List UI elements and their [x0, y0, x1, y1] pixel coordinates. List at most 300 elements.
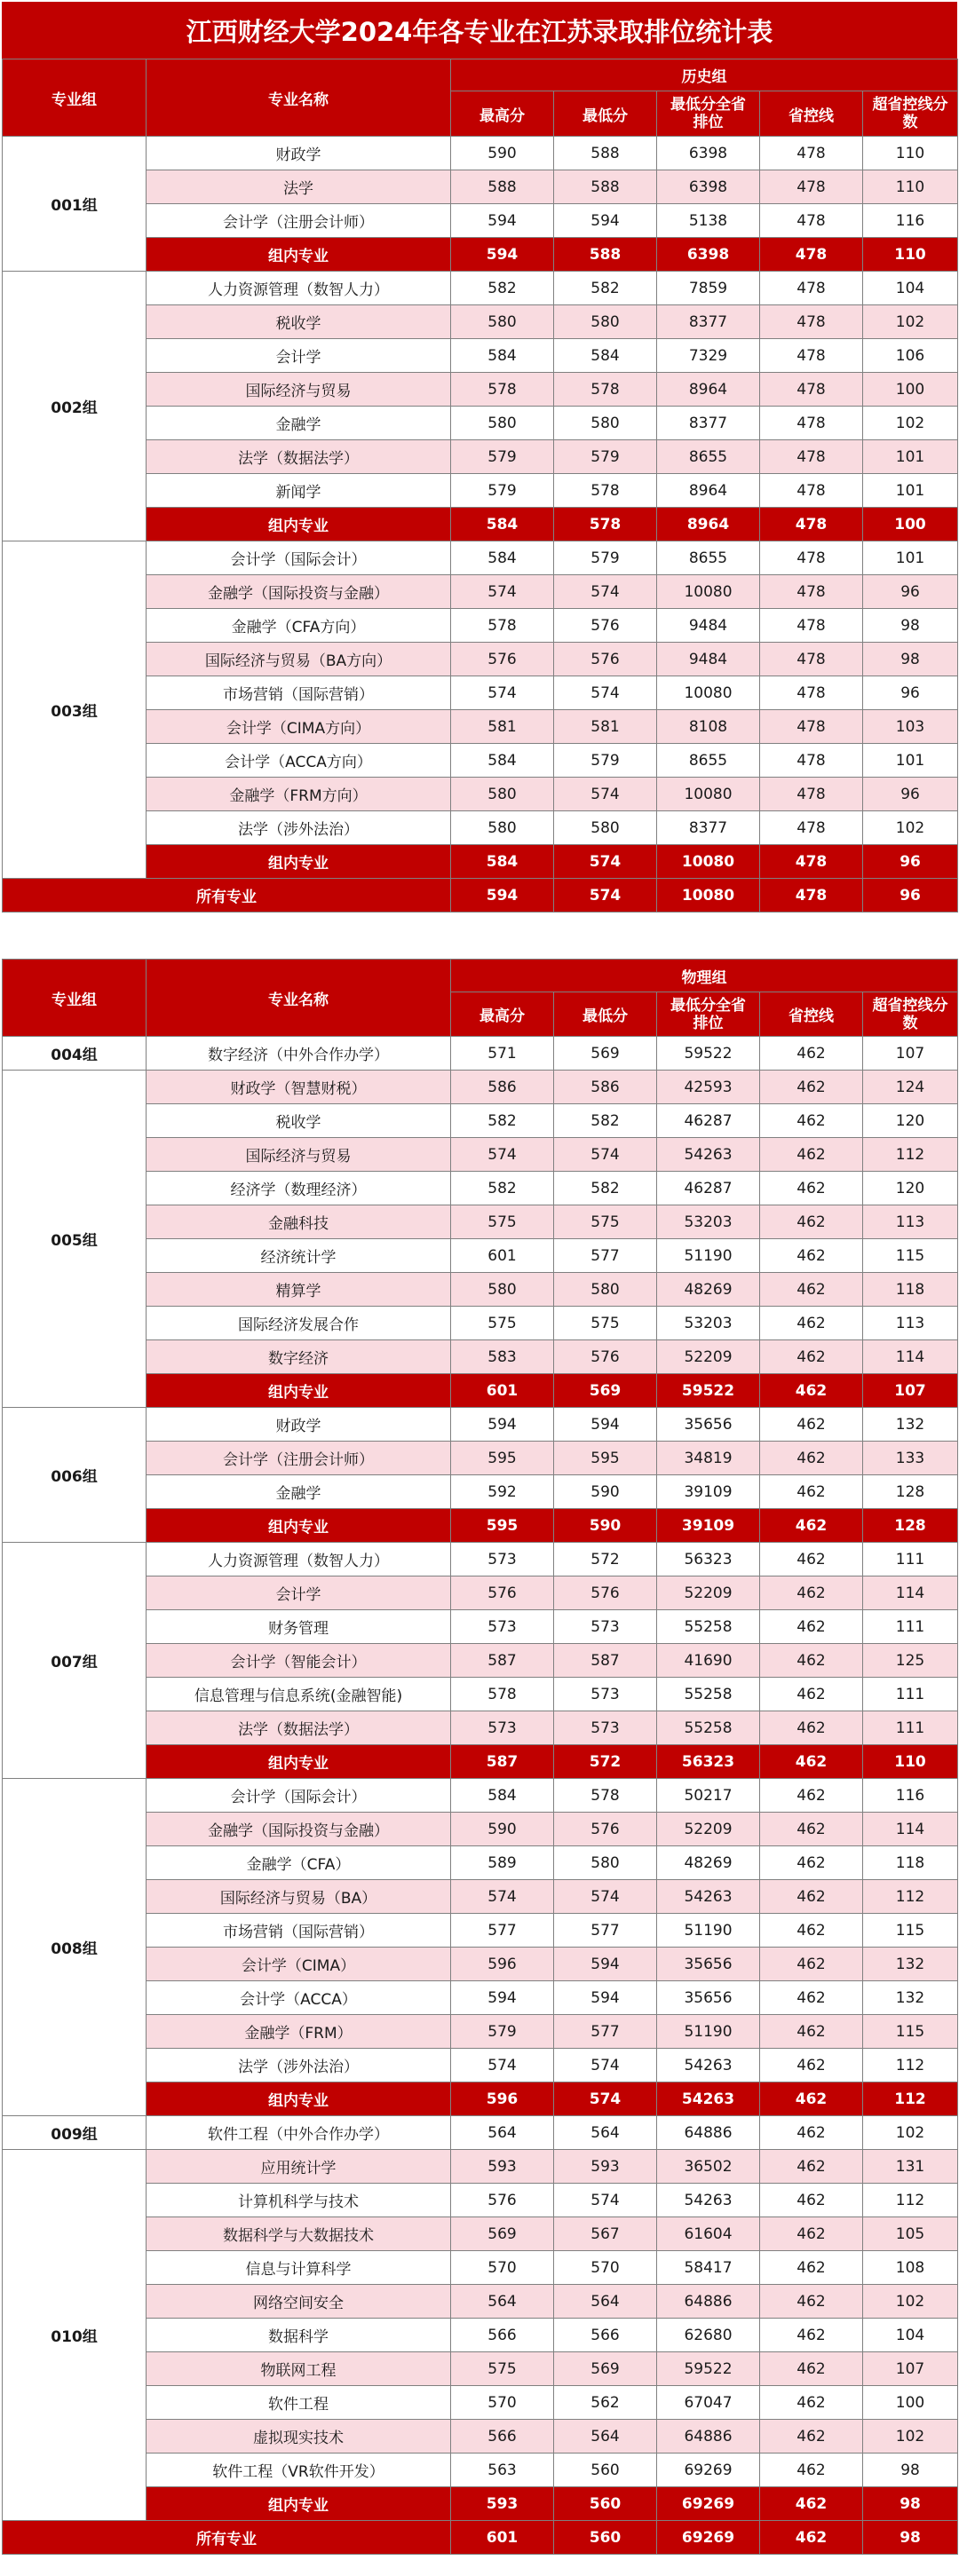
score-cell: 594: [451, 1408, 554, 1442]
score-cell: 578: [554, 1779, 657, 1813]
score-cell: 108: [863, 2251, 958, 2285]
total-cell: 462: [760, 2521, 863, 2555]
score-cell: 566: [554, 2319, 657, 2352]
table-row: [3, 676, 958, 710]
score-cell: 462: [760, 2217, 863, 2251]
score-cell: 35656: [657, 1948, 760, 1981]
subtotal-row: [3, 508, 958, 541]
score-cell: 462: [760, 1948, 863, 1981]
major-name: 国际经济与贸易（BA）: [147, 1880, 451, 1914]
score-cell: 462: [760, 1813, 863, 1846]
score-cell: 594: [554, 1948, 657, 1981]
major-name: 会计学（ACCA）: [147, 1981, 451, 2015]
score-cell: 575: [554, 1307, 657, 1340]
score-cell: 131: [863, 2150, 958, 2184]
total-cell: 601: [451, 2521, 554, 2555]
score-cell: 462: [760, 2285, 863, 2319]
score-cell: 586: [554, 1071, 657, 1104]
score-cell: 8964: [657, 373, 760, 407]
table-row: [3, 811, 958, 845]
score-cell: 46287: [657, 1104, 760, 1138]
score-cell: 462: [760, 1071, 863, 1104]
score-cell: 111: [863, 1543, 958, 1576]
subtotal-cell: 478: [760, 845, 863, 879]
score-cell: 594: [451, 1981, 554, 2015]
score-cell: 564: [554, 2285, 657, 2319]
score-cell: 35656: [657, 1408, 760, 1442]
score-cell: 579: [554, 541, 657, 575]
score-cell: 96: [863, 778, 958, 811]
score-cell: 478: [760, 204, 863, 238]
score-cell: 566: [451, 2319, 554, 2352]
score-cell: 582: [554, 272, 657, 305]
table-row: [3, 1779, 958, 1813]
major-name: 市场营销（国际营销）: [147, 676, 451, 710]
subtotal-cell: 574: [554, 2082, 657, 2116]
major-name: 信息管理与信息系统(金融智能): [147, 1678, 451, 1711]
stats-table: [2, 59, 958, 913]
score-cell: 584: [554, 339, 657, 373]
table-row: [3, 2454, 958, 2487]
score-cell: 573: [554, 1678, 657, 1711]
score-cell: 582: [554, 1172, 657, 1205]
subtotal-label: 组内专业: [147, 1374, 451, 1408]
score-cell: 577: [451, 1914, 554, 1948]
score-cell: 577: [554, 1914, 657, 1948]
score-cell: 59522: [657, 1037, 760, 1071]
group-label: 007组: [3, 1543, 147, 1779]
score-cell: 52209: [657, 1813, 760, 1846]
score-cell: 569: [451, 2217, 554, 2251]
column-header-line: 省控线: [760, 992, 863, 1037]
major-name: 法学（涉外法治）: [147, 2049, 451, 2082]
score-cell: 100: [863, 2386, 958, 2420]
score-cell: 584: [451, 1779, 554, 1813]
score-cell: 478: [760, 440, 863, 474]
score-cell: 574: [554, 2184, 657, 2217]
table-row: [3, 1981, 958, 2015]
major-name: 会计学（注册会计师）: [147, 1442, 451, 1475]
score-cell: 8655: [657, 440, 760, 474]
major-name: 税收学: [147, 1104, 451, 1138]
score-cell: 576: [554, 609, 657, 643]
score-cell: 573: [451, 1711, 554, 1745]
score-cell: 577: [554, 1239, 657, 1273]
major-name: 数字经济（中外合作办学）: [147, 1037, 451, 1071]
major-name: 法学（数据法学）: [147, 1711, 451, 1745]
major-name: 软件工程（VR软件开发）: [147, 2454, 451, 2487]
table-row: [3, 1104, 958, 1138]
column-header-major: 专业名称: [147, 960, 451, 1037]
score-cell: 575: [451, 1307, 554, 1340]
score-cell: 7859: [657, 272, 760, 305]
score-cell: 462: [760, 2386, 863, 2420]
score-cell: 101: [863, 474, 958, 508]
score-cell: 53203: [657, 1205, 760, 1239]
major-name: 计算机科学与技术: [147, 2184, 451, 2217]
score-cell: 462: [760, 1104, 863, 1138]
score-cell: 574: [554, 1880, 657, 1914]
major-name: 网络空间安全: [147, 2285, 451, 2319]
major-name: 物联网工程: [147, 2352, 451, 2386]
table-row: [3, 1239, 958, 1273]
score-cell: 462: [760, 1239, 863, 1273]
score-cell: 576: [554, 1340, 657, 1374]
score-cell: 462: [760, 2049, 863, 2082]
major-name: 人力资源管理（数智人力）: [147, 272, 451, 305]
total-cell: 98: [863, 2521, 958, 2555]
score-cell: 101: [863, 541, 958, 575]
score-cell: 8964: [657, 474, 760, 508]
major-name: 经济学（数理经济）: [147, 1172, 451, 1205]
score-cell: 580: [554, 305, 657, 339]
score-cell: 576: [451, 1576, 554, 1610]
major-name: 财政学: [147, 137, 451, 170]
score-cell: 104: [863, 272, 958, 305]
column-header-above: 超省控线分数: [863, 91, 958, 137]
score-cell: 98: [863, 609, 958, 643]
score-cell: 462: [760, 1172, 863, 1205]
table-row: [3, 1172, 958, 1205]
score-cell: 51190: [657, 2015, 760, 2049]
score-cell: 566: [451, 2420, 554, 2454]
subtotal-cell: 584: [451, 845, 554, 879]
score-cell: 35656: [657, 1981, 760, 2015]
score-cell: 8655: [657, 744, 760, 778]
major-name: 金融学（CFA方向）: [147, 609, 451, 643]
subtotal-cell: 590: [554, 1509, 657, 1543]
total-label: 所有专业: [3, 879, 451, 913]
table-row: [3, 541, 958, 575]
score-cell: 569: [554, 2352, 657, 2386]
score-cell: 462: [760, 2015, 863, 2049]
score-cell: 132: [863, 1948, 958, 1981]
major-name: 数据科学: [147, 2319, 451, 2352]
score-cell: 69269: [657, 2454, 760, 2487]
major-name: 财政学: [147, 1408, 451, 1442]
score-cell: 578: [554, 474, 657, 508]
score-cell: 578: [451, 609, 554, 643]
score-cell: 98: [863, 2454, 958, 2487]
score-cell: 574: [554, 2049, 657, 2082]
subtotal-cell: 54263: [657, 2082, 760, 2116]
score-cell: 125: [863, 1644, 958, 1678]
column-header-max: 最高分: [451, 992, 554, 1037]
major-name: 会计学（国际会计）: [147, 541, 451, 575]
group-label: 009组: [3, 2116, 147, 2150]
score-cell: 574: [554, 1138, 657, 1172]
page-title: 江西财经大学2024年各专业在江苏录取排位统计表: [2, 2, 957, 59]
score-cell: 98: [863, 643, 958, 676]
score-cell: 120: [863, 1104, 958, 1138]
major-name: 法学: [147, 170, 451, 204]
score-cell: 7329: [657, 339, 760, 373]
score-cell: 96: [863, 575, 958, 609]
score-cell: 590: [451, 137, 554, 170]
category-header: 历史组: [451, 59, 958, 91]
score-cell: 114: [863, 1813, 958, 1846]
score-cell: 574: [554, 778, 657, 811]
subtotal-cell: 584: [451, 508, 554, 541]
score-cell: 570: [451, 2386, 554, 2420]
score-cell: 478: [760, 137, 863, 170]
major-name: 财政学（智慧财税）: [147, 1071, 451, 1104]
score-cell: 587: [554, 1644, 657, 1678]
table-row: [3, 2184, 958, 2217]
major-name: 金融学（国际投资与金融）: [147, 575, 451, 609]
score-cell: 8377: [657, 305, 760, 339]
score-cell: 576: [451, 2184, 554, 2217]
score-cell: 133: [863, 1442, 958, 1475]
subtotal-cell: 569: [554, 1374, 657, 1408]
major-name: 国际经济与贸易: [147, 1138, 451, 1172]
score-cell: 64886: [657, 2116, 760, 2150]
score-cell: 114: [863, 1576, 958, 1610]
subtotal-cell: 69269: [657, 2487, 760, 2521]
table-row: [3, 1846, 958, 1880]
group-label: 006组: [3, 1408, 147, 1543]
subtotal-label: 组内专业: [147, 845, 451, 879]
major-name: 新闻学: [147, 474, 451, 508]
table-row: [3, 1576, 958, 1610]
major-name: 金融学: [147, 1475, 451, 1509]
subtotal-cell: 601: [451, 1374, 554, 1408]
score-cell: 462: [760, 1779, 863, 1813]
score-cell: 584: [451, 339, 554, 373]
subtotal-cell: 10080: [657, 845, 760, 879]
score-cell: 564: [451, 2116, 554, 2150]
score-cell: 102: [863, 2285, 958, 2319]
score-cell: 96: [863, 676, 958, 710]
score-cell: 478: [760, 170, 863, 204]
score-cell: 574: [451, 676, 554, 710]
score-cell: 571: [451, 1037, 554, 1071]
subtotal-label: 组内专业: [147, 238, 451, 272]
score-cell: 51190: [657, 1239, 760, 1273]
subtotal-cell: 59522: [657, 1374, 760, 1408]
score-cell: 588: [451, 170, 554, 204]
score-cell: 564: [554, 2116, 657, 2150]
score-cell: 586: [451, 1071, 554, 1104]
subtotal-label: 组内专业: [147, 2487, 451, 2521]
group-label: 004组: [3, 1037, 147, 1071]
major-name: 金融学（CFA）: [147, 1846, 451, 1880]
subtotal-cell: 595: [451, 1509, 554, 1543]
subtotal-cell: 110: [863, 1745, 958, 1779]
score-cell: 560: [554, 2454, 657, 2487]
score-cell: 478: [760, 744, 863, 778]
table-row: [3, 2015, 958, 2049]
score-cell: 6398: [657, 170, 760, 204]
subtotal-cell: 128: [863, 1509, 958, 1543]
major-name: 金融学（FRM方向）: [147, 778, 451, 811]
score-cell: 581: [554, 710, 657, 744]
subtotal-cell: 56323: [657, 1745, 760, 1779]
score-cell: 8655: [657, 541, 760, 575]
score-cell: 478: [760, 339, 863, 373]
subtotal-label: 组内专业: [147, 1745, 451, 1779]
total-label: 所有专业: [3, 2521, 451, 2555]
subtotal-cell: 110: [863, 238, 958, 272]
score-cell: 104: [863, 2319, 958, 2352]
table-row: [3, 1644, 958, 1678]
score-cell: 576: [554, 1576, 657, 1610]
major-name: 国际经济发展合作: [147, 1307, 451, 1340]
major-name: 法学（数据法学）: [147, 440, 451, 474]
major-name: 数据科学与大数据技术: [147, 2217, 451, 2251]
score-cell: 102: [863, 305, 958, 339]
score-cell: 462: [760, 1981, 863, 2015]
column-header-rank: 最低分全省排位: [657, 992, 760, 1037]
table-row: [3, 373, 958, 407]
score-cell: 52209: [657, 1340, 760, 1374]
major-name: 金融科技: [147, 1205, 451, 1239]
score-cell: 115: [863, 2015, 958, 2049]
major-name: 会计学（CIMA方向）: [147, 710, 451, 744]
table-row: [3, 575, 958, 609]
score-cell: 572: [554, 1543, 657, 1576]
score-cell: 478: [760, 373, 863, 407]
score-cell: 112: [863, 1138, 958, 1172]
score-cell: 580: [554, 1846, 657, 1880]
total-cell: 574: [554, 879, 657, 913]
score-cell: 564: [554, 2420, 657, 2454]
major-name: 国际经济与贸易（BA方向）: [147, 643, 451, 676]
score-cell: 56323: [657, 1543, 760, 1576]
subtotal-cell: 112: [863, 2082, 958, 2116]
major-name: 会计学（ACCA方向）: [147, 744, 451, 778]
table-row: [3, 474, 958, 508]
subtotal-row: [3, 238, 958, 272]
major-name: 法学（涉外法治）: [147, 811, 451, 845]
score-cell: 592: [451, 1475, 554, 1509]
score-cell: 50217: [657, 1779, 760, 1813]
score-cell: 462: [760, 1475, 863, 1509]
score-cell: 569: [554, 1037, 657, 1071]
score-cell: 8377: [657, 811, 760, 845]
score-cell: 564: [451, 2285, 554, 2319]
column-header-min: 最低分: [554, 91, 657, 137]
score-cell: 584: [451, 744, 554, 778]
column-header-group: 专业组: [3, 960, 147, 1037]
score-cell: 581: [451, 710, 554, 744]
subtotal-row: [3, 1745, 958, 1779]
column-header-line: 省控线: [760, 91, 863, 137]
table-row: [3, 643, 958, 676]
score-cell: 580: [554, 407, 657, 440]
score-cell: 64886: [657, 2285, 760, 2319]
score-cell: 111: [863, 1711, 958, 1745]
column-header-min: 最低分: [554, 992, 657, 1037]
score-cell: 101: [863, 744, 958, 778]
table-row: [3, 1813, 958, 1846]
table-row: [3, 339, 958, 373]
score-cell: 462: [760, 2319, 863, 2352]
total-cell: 560: [554, 2521, 657, 2555]
score-cell: 590: [451, 1813, 554, 1846]
table-row: [3, 1273, 958, 1307]
score-cell: 462: [760, 1340, 863, 1374]
score-cell: 567: [554, 2217, 657, 2251]
score-cell: 132: [863, 1981, 958, 2015]
score-cell: 53203: [657, 1307, 760, 1340]
score-cell: 589: [451, 1846, 554, 1880]
column-header-max: 最高分: [451, 91, 554, 137]
score-cell: 570: [554, 2251, 657, 2285]
score-cell: 10080: [657, 778, 760, 811]
score-cell: 594: [554, 1408, 657, 1442]
score-cell: 570: [451, 2251, 554, 2285]
score-cell: 478: [760, 676, 863, 710]
score-cell: 462: [760, 1846, 863, 1880]
table-row: [3, 1307, 958, 1340]
score-cell: 462: [760, 1543, 863, 1576]
table-row: [3, 272, 958, 305]
score-cell: 593: [554, 2150, 657, 2184]
score-cell: 8108: [657, 710, 760, 744]
score-cell: 54263: [657, 2184, 760, 2217]
score-cell: 112: [863, 2184, 958, 2217]
score-cell: 578: [554, 373, 657, 407]
score-cell: 478: [760, 474, 863, 508]
score-cell: 593: [451, 2150, 554, 2184]
score-cell: 462: [760, 2150, 863, 2184]
score-cell: 573: [451, 1610, 554, 1644]
score-cell: 573: [451, 1543, 554, 1576]
group-label: 005组: [3, 1071, 147, 1408]
score-cell: 462: [760, 1205, 863, 1239]
score-cell: 574: [554, 575, 657, 609]
table-row: [3, 1475, 958, 1509]
subtotal-cell: 478: [760, 508, 863, 541]
table-row: [3, 2217, 958, 2251]
major-name: 数字经济: [147, 1340, 451, 1374]
major-name: 会计学（CIMA）: [147, 1948, 451, 1981]
score-cell: 478: [760, 778, 863, 811]
score-cell: 10080: [657, 575, 760, 609]
table-row: [3, 1340, 958, 1374]
score-cell: 462: [760, 2116, 863, 2150]
subtotal-label: 组内专业: [147, 1509, 451, 1543]
score-cell: 462: [760, 1138, 863, 1172]
major-name: 精算学: [147, 1273, 451, 1307]
score-cell: 116: [863, 1779, 958, 1813]
table-row: [3, 778, 958, 811]
subtotal-row: [3, 1509, 958, 1543]
score-cell: 462: [760, 1880, 863, 1914]
score-cell: 580: [554, 811, 657, 845]
major-name: 虚拟现实技术: [147, 2420, 451, 2454]
score-cell: 132: [863, 1408, 958, 1442]
score-cell: 595: [451, 1442, 554, 1475]
score-cell: 110: [863, 170, 958, 204]
score-cell: 52209: [657, 1576, 760, 1610]
column-header-above: 超省控线分数: [863, 992, 958, 1037]
score-cell: 110: [863, 137, 958, 170]
score-cell: 462: [760, 1273, 863, 1307]
subtotal-cell: 462: [760, 2082, 863, 2116]
score-cell: 478: [760, 643, 863, 676]
score-cell: 102: [863, 2420, 958, 2454]
subtotal-row: [3, 1374, 958, 1408]
table-row: [3, 305, 958, 339]
score-cell: 579: [554, 440, 657, 474]
score-cell: 111: [863, 1678, 958, 1711]
table-row: [3, 2049, 958, 2082]
score-cell: 462: [760, 2184, 863, 2217]
score-cell: 112: [863, 1880, 958, 1914]
subtotal-cell: 572: [554, 1745, 657, 1779]
